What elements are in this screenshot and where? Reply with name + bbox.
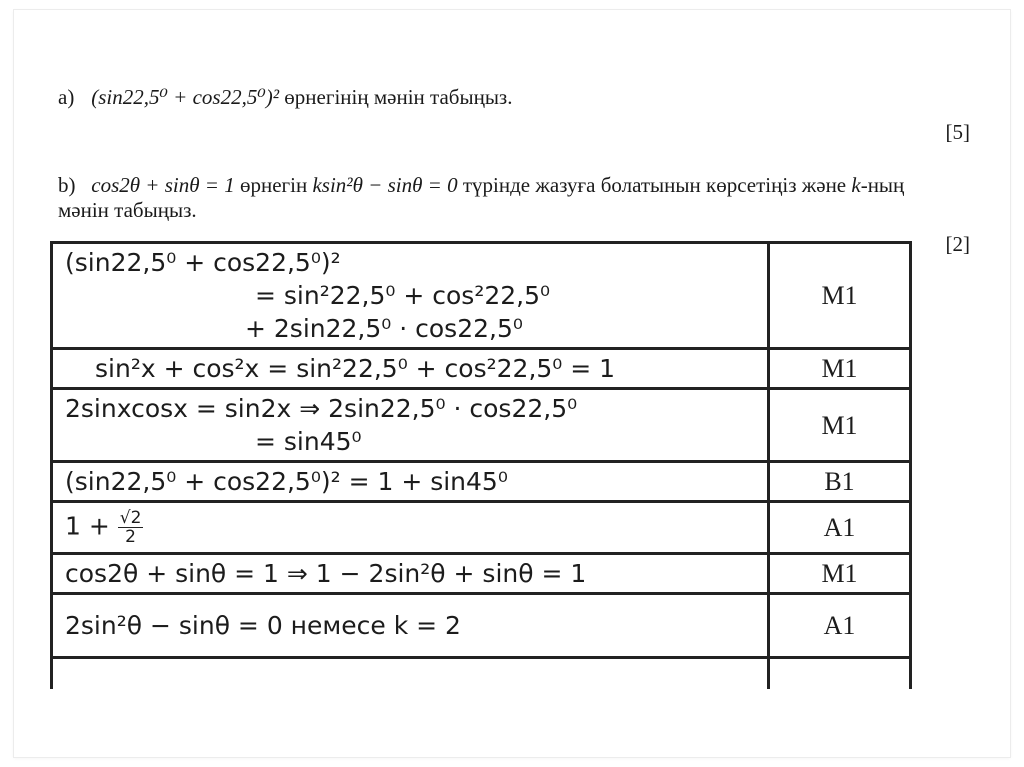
working-line: = sin45⁰ <box>255 427 362 456</box>
working-cell <box>52 502 769 554</box>
table-row <box>52 594 911 658</box>
table-row <box>52 349 911 389</box>
working-cell <box>52 349 769 389</box>
mark-cell: M1 <box>769 243 911 349</box>
mark-cell: A1 <box>769 594 911 658</box>
working-line: 2sinxcosx = sin2x ⇒ 2sin22,5⁰ · cos22,5⁰ <box>65 394 578 423</box>
fraction <box>118 509 144 546</box>
mark-cell: M1 <box>769 389 911 462</box>
working-line: + 2sin22,5⁰ · cos22,5⁰ <box>245 314 523 343</box>
working-cell <box>52 554 769 594</box>
working-line: 2sin²θ − sinθ = 0 немесе k = 2 <box>65 611 461 640</box>
working-line: cos2θ + sinθ = 1 ⇒ 1 − 2sin²θ + sinθ = 1 <box>65 559 587 588</box>
question-b <box>58 173 958 223</box>
question-a-text: өрнегінің мәнін табыңыз. <box>279 85 513 109</box>
table-row <box>52 658 911 690</box>
empty-cell <box>769 658 911 690</box>
mark-cell: B1 <box>769 462 911 502</box>
question-b-expression-1: cos2θ + sinθ = 1 <box>91 173 235 197</box>
question-b-marks: [2] <box>945 232 970 256</box>
question-a-label: a) <box>58 85 75 109</box>
working-line: sin²x + cos²x = sin²22,5⁰ + cos²22,5⁰ = 1 <box>95 354 616 383</box>
fraction-numerator: √2 <box>119 508 142 528</box>
question-a-expression: (sin22,5⁰ + cos22,5⁰)² <box>91 85 280 109</box>
table-row <box>52 389 911 462</box>
question-a-marks: [5] <box>945 120 970 144</box>
working-line: = sin²22,5⁰ + cos²22,5⁰ <box>255 281 551 310</box>
table-row <box>52 243 911 349</box>
question-b-text-1: өрнегін <box>234 173 313 197</box>
question-b-text-2: түрінде жазуға болатынын көрсетіңіз және <box>457 173 852 197</box>
mark-cell: M1 <box>769 554 911 594</box>
empty-cell <box>52 658 769 690</box>
working-line: 1 + <box>65 511 118 541</box>
fraction-denominator: 2 <box>125 527 136 547</box>
table-row <box>52 502 911 554</box>
working-line: (sin22,5⁰ + cos22,5⁰)² = 1 + sin45⁰ <box>65 467 508 496</box>
table-row <box>52 462 911 502</box>
table-row <box>52 554 911 594</box>
working-cell <box>52 462 769 502</box>
question-b-k: k <box>851 173 861 197</box>
question-a <box>58 85 512 110</box>
mark-cell: A1 <box>769 502 911 554</box>
question-b-text-3: -ның мәнін табыңыз. <box>58 173 905 222</box>
mark-cell: M1 <box>769 349 911 389</box>
mark-scheme-table <box>50 241 912 689</box>
question-b-expression-2: ksin²θ − sinθ = 0 <box>312 173 458 197</box>
question-b-label: b) <box>58 173 76 197</box>
slide <box>14 10 1010 757</box>
working-cell <box>52 594 769 658</box>
working-line: (sin22,5⁰ + cos22,5⁰)² <box>65 248 341 277</box>
working-cell <box>52 243 769 349</box>
working-cell <box>52 389 769 462</box>
